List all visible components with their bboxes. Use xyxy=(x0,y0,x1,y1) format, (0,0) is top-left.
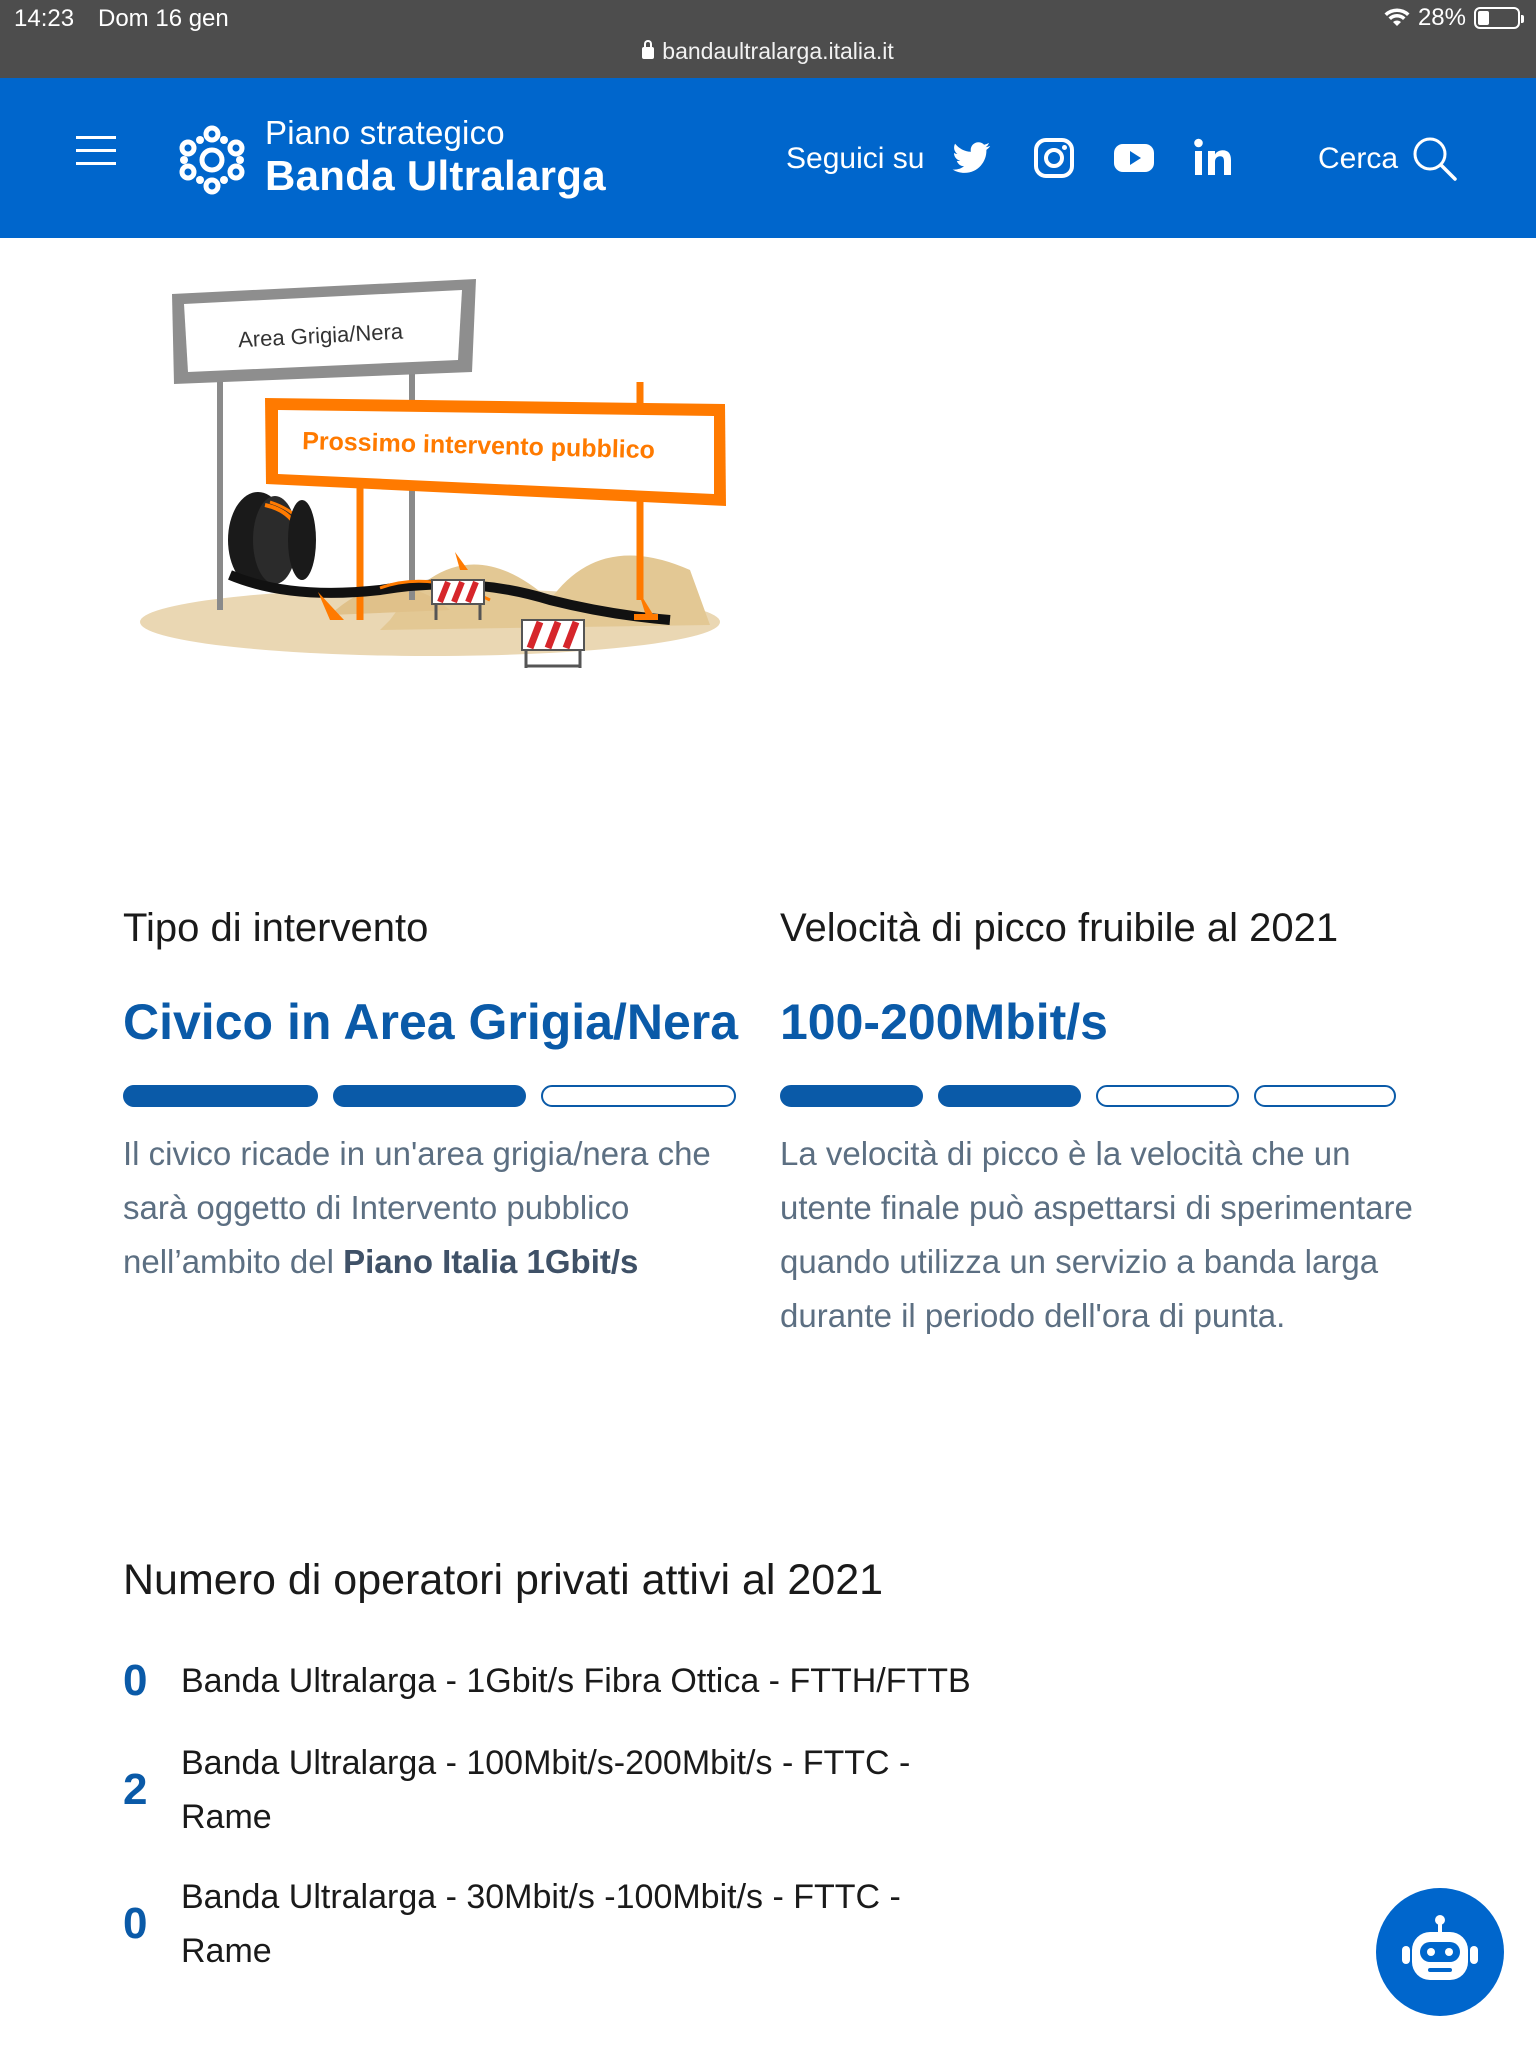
operator-label: Banda Ultralarga - 1Gbit/s Fibra Ottica - FTTH/FTTB xyxy=(181,1662,971,1700)
search-icon[interactable] xyxy=(1410,134,1458,182)
tipo-intervento-desc xyxy=(123,1127,743,1289)
wifi-icon xyxy=(1384,8,1410,28)
velocita-section xyxy=(780,906,1440,1343)
operator-count: 0 xyxy=(123,1656,148,1705)
lock-icon xyxy=(642,47,654,59)
operator-row xyxy=(123,1736,941,1844)
operator-label: Banda Ultralarga - 30Mbit/s -100Mbit/s - FTTC - Rame xyxy=(181,1878,901,1970)
velocita-desc: La velocità di picco è la velocità che un utente finale può aspettarsi di sperimentare quando utilizza un servizio a banda larga durante il periodo dell'ora di punta. xyxy=(780,1135,1413,1334)
level-bar xyxy=(333,1085,526,1107)
status-date: Dom 16 gen xyxy=(98,5,229,32)
level-bar xyxy=(541,1085,736,1107)
linkedin-icon[interactable] xyxy=(1192,136,1236,180)
battery-fill xyxy=(1478,11,1489,25)
search-label[interactable]: Cerca xyxy=(1318,142,1399,175)
banda-ultralarga-logo[interactable] xyxy=(174,122,250,198)
twitter-icon[interactable] xyxy=(950,136,994,180)
status-bar xyxy=(0,0,1536,78)
battery-percent: 28% xyxy=(1417,4,1466,31)
construction-illustration xyxy=(130,270,740,680)
battery-icon xyxy=(1474,7,1520,29)
velocita-level-bars xyxy=(780,1085,1440,1107)
chatbot-icon xyxy=(1376,1888,1504,2016)
sign-bottom-text: Prossimo intervento pubblico xyxy=(301,427,656,465)
status-time: 14:23 xyxy=(14,5,75,32)
status-right xyxy=(1384,4,1520,32)
intervento-level-bars xyxy=(123,1085,743,1107)
level-bar xyxy=(938,1085,1081,1107)
level-bar xyxy=(780,1085,923,1107)
brand-subtitle: Piano strategico xyxy=(265,114,505,151)
site-header xyxy=(0,78,1536,238)
operatori-title: Numero di operatori privati attivi al 2021 xyxy=(123,1556,884,1604)
piano-italia-bold: Piano Italia 1Gbit/s xyxy=(343,1243,639,1280)
instagram-icon[interactable] xyxy=(1032,136,1076,180)
level-bar xyxy=(1254,1085,1396,1107)
url-text: bandaultralarga.italia.it xyxy=(662,38,894,64)
desc-text: Il civico ricade in un'area grigia/nera che sarà oggetto di Intervento pubblico nell’ambito del xyxy=(123,1135,711,1280)
operator-row xyxy=(123,1654,981,1708)
level-bar xyxy=(123,1085,318,1107)
tipo-intervento-label: Tipo di intervento xyxy=(123,906,429,950)
youtube-icon[interactable] xyxy=(1112,136,1156,180)
brand-title[interactable]: Banda Ultralarga xyxy=(265,152,606,199)
operator-count: 2 xyxy=(123,1765,148,1814)
illustration-svg xyxy=(130,270,740,680)
tipo-intervento-section xyxy=(123,906,743,1289)
operator-count: 0 xyxy=(123,1899,148,1948)
velocita-label: Velocità di picco fruibile al 2021 xyxy=(780,906,1339,950)
menu-icon[interactable] xyxy=(76,136,116,166)
chatbot-button[interactable] xyxy=(1376,1888,1504,2016)
url-bar[interactable] xyxy=(0,38,1536,65)
level-bar xyxy=(1096,1085,1239,1107)
velocita-value: 100-200Mbit/s xyxy=(780,994,1108,1050)
sign-top-text: Area Grigia/Nera xyxy=(237,318,404,353)
social-label: Seguici su xyxy=(786,142,925,175)
tipo-intervento-value: Civico in Area Grigia/Nera xyxy=(123,994,739,1050)
operator-row xyxy=(123,1870,981,1978)
operator-label: Banda Ultralarga - 100Mbit/s-200Mbit/s - FTTC - Rame xyxy=(181,1744,911,1836)
